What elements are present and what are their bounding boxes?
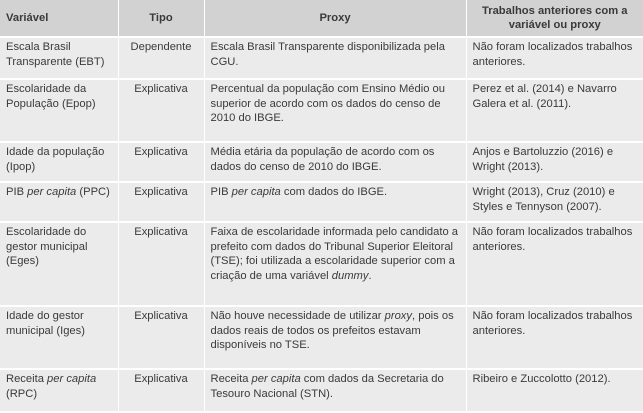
cell-proxy [204, 182, 466, 222]
cell-variavel: Escolaridade da População (Epop) [6, 83, 96, 110]
variavel-text: PIB [6, 186, 28, 198]
cell-proxy: Média etária da população de acordo com os dados do censo de 2010 do IBGE. [204, 142, 466, 182]
table-row [0, 142, 643, 182]
proxy-text: . [368, 269, 372, 282]
cell-proxy [204, 306, 466, 369]
header-variavel: Variável [6, 11, 49, 24]
cell-trabalhos: Não foram localizados trabalhos anteriores. [466, 306, 643, 369]
table-row [0, 79, 643, 142]
header-trabalhos: Trabalhos anteriores com a variável ou proxy [466, 0, 643, 37]
variavel-text: (PPC) [76, 186, 110, 198]
cell-proxy [204, 222, 466, 306]
table-row [0, 369, 643, 411]
cell-variavel: Escala Brasil Transparente (EBT) [6, 41, 105, 68]
cell-proxy: Escala Brasil Transparente disponibilizada pela CGU. [204, 37, 466, 79]
cell-variavel [0, 182, 118, 222]
cell-proxy [204, 369, 466, 411]
table-body [0, 37, 643, 411]
cell-tipo: Explicativa [118, 222, 204, 306]
table-row [0, 182, 643, 222]
variavel-text: Receita [6, 373, 48, 385]
cell-variavel: Idade da população (Ipop) [6, 146, 105, 173]
proxy-text: Receita [210, 373, 252, 385]
cell-variavel [0, 369, 118, 411]
table-row [0, 306, 643, 369]
cell-trabalhos: Ribeiro e Zuccolotto (2012). [466, 369, 643, 411]
variavel-italic: per capita [27, 186, 77, 198]
cell-tipo: Dependente [118, 37, 204, 79]
proxy-text: com dados da Secretaria do Tesouro Nacional (STN). [210, 373, 444, 400]
cell-variavel: Idade do gestor municipal (Iges) [6, 310, 85, 337]
cell-trabalhos: Não foram localizados trabalhos anteriores. [466, 37, 643, 79]
proxy-text: Faixa de escolaridade informada pelo candidato a prefeito com dados do Tribunal Superior Eleitoral (TSE); foi utilizada a escolaridade superior com a criação de uma variável [210, 226, 459, 282]
cell-trabalhos: Wright (2013), Cruz (2010) e Styles e Tennyson (2007). [466, 182, 643, 222]
proxy-text: com dados do IBGE. [280, 186, 388, 198]
table-row [0, 37, 643, 79]
variavel-italic: per capita [47, 373, 97, 385]
proxy-italic: per capita [251, 373, 301, 385]
proxy-text: , pois os dados reais de todos os prefeitos estavam disponíveis no TSE. [210, 310, 454, 352]
header-proxy: Proxy [204, 0, 466, 37]
proxy-text: PIB [210, 186, 232, 198]
cell-tipo: Explicativa [118, 142, 204, 182]
variavel-text: (RPC) [6, 387, 38, 400]
proxy-italic: per capita [231, 186, 281, 198]
cell-tipo: Explicativa [118, 369, 204, 411]
proxy-italic: proxy [384, 310, 412, 322]
table-header [0, 0, 643, 37]
cell-tipo: Explicativa [118, 79, 204, 142]
cell-trabalhos: Não foram localizados trabalhos anteriores. [466, 222, 643, 306]
header-tipo: Tipo [118, 0, 204, 37]
cell-tipo: Explicativa [118, 182, 204, 222]
header-row [0, 0, 643, 37]
cell-tipo: Explicativa [118, 306, 204, 369]
proxy-italic: dummy [331, 269, 369, 282]
cell-proxy: Percentual da população com Ensino Médio ou superior de acordo com os dados do censo de 2010 do IBGE. [204, 79, 466, 142]
proxy-text: Não houve necessidade de utilizar [210, 310, 385, 322]
cell-trabalhos: Perez et al. (2014) e Navarro Galera et al. (2011). [466, 79, 643, 142]
cell-trabalhos: Anjos e Bartoluzzio (2016) e Wright (2013). [466, 142, 643, 182]
table-row [0, 222, 643, 306]
cell-variavel: Escolaridade do gestor municipal (Eges) [6, 226, 88, 268]
